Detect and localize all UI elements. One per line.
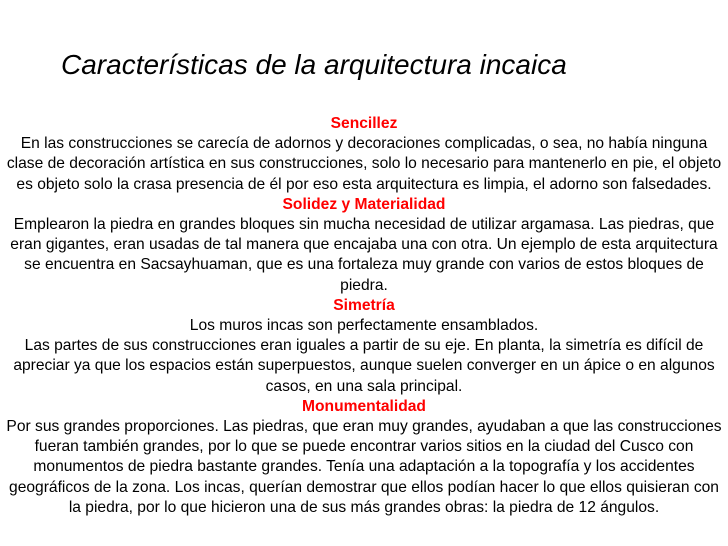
slide-content — [3, 114, 725, 518]
section-solidez — [3, 195, 725, 296]
section-monumentalidad — [3, 397, 725, 518]
section-heading: Simetría — [333, 296, 395, 314]
section-paragraph: Los muros incas son perfectamente ensamblados. — [189, 317, 539, 335]
section-paragraph: Las partes de sus construcciones eran iguales a partir de su eje. En planta, la simetría es difícil de apreciar ya que los espacios están superpuestos, aunque suelen converger en un ápice o en algunos casos, en una sala principal. — [13, 337, 715, 395]
section-heading: Monumentalidad — [302, 397, 426, 415]
section-paragraph: Emplearon la piedra en grandes bloques sin mucha necesidad de utilizar argamasa. Las piedras, que eran gigantes, eran usadas de tal manera que encajaba una con otra. Un ejemplo de esta arquitectura se encuentra en Sacsayhuaman, que es una fortaleza muy grande con varios de estos bloques de piedra. — [10, 216, 718, 294]
section-heading: Solidez y Materialidad — [282, 195, 446, 213]
section-sencillez — [3, 114, 725, 195]
section-heading: Sencillez — [330, 115, 398, 132]
section-paragraph: Por sus grandes proporciones. Las piedras, que eran muy grandes, ayudaban a que las construcciones fueran también grandes, por lo que se puede encontrar varios sitios en la ciudad del Cusco con monumentos de piedra bastante grandes. Tenía una adaptación a la topografía y los accidentes geográficos de la zona. Los incas, querían demostrar que ellos podían hacer lo que ellos quisieran con la piedra, por lo que hicieron una de sus más grandes obras: la piedra de 12 ángulos. — [6, 418, 722, 516]
slide-title: Características de la arquitectura incaica — [61, 49, 567, 80]
section-simetria — [3, 296, 725, 397]
section-paragraph: En las construcciones se carecía de adornos y decoraciones complicadas, o sea, no había ninguna clase de decoración artística en sus construcciones, solo lo necesario para mantenerlo en pie, el objeto es objeto solo la crasa presencia de él por eso esta arquitectura es limpia, el adorno son falsedades. — [6, 135, 722, 193]
